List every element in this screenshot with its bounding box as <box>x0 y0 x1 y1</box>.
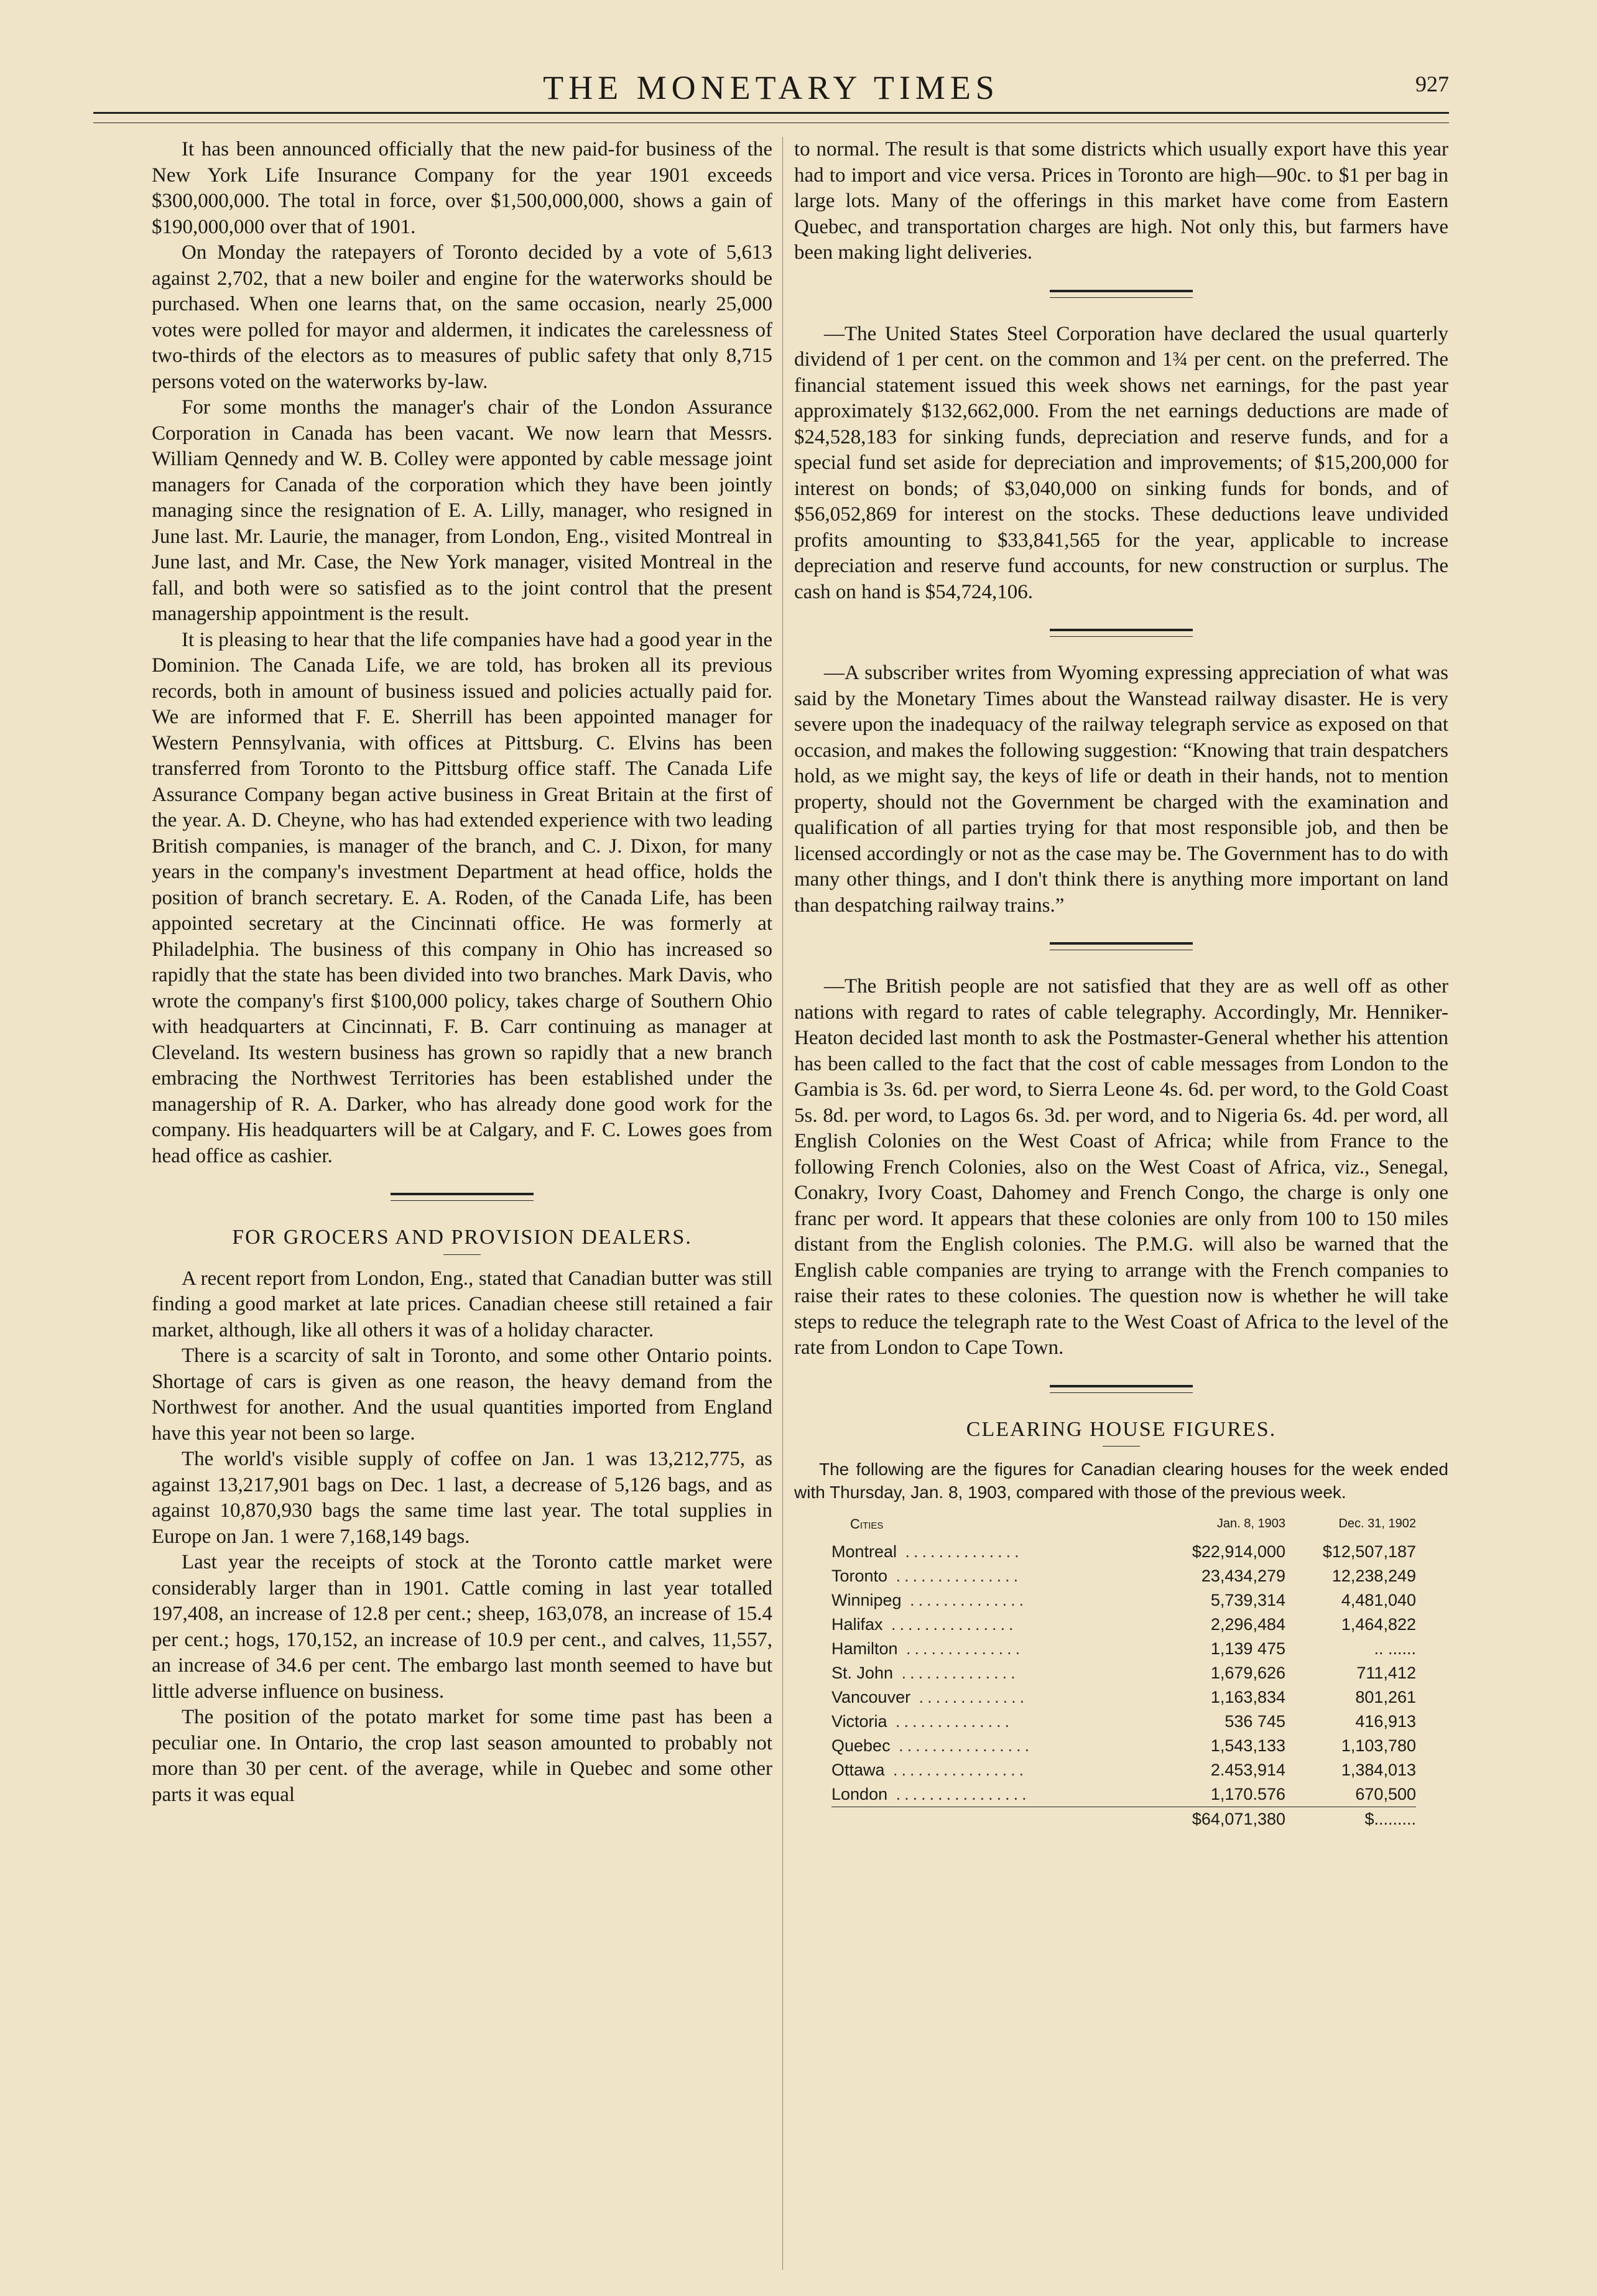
city-cell <box>831 1613 1155 1637</box>
city-cell <box>831 1734 1155 1758</box>
city-name: Quebec <box>831 1736 891 1755</box>
value-dec-31: 1,384,013 <box>1341 1760 1416 1779</box>
table-row <box>831 1758 1416 1782</box>
table-row <box>831 1734 1416 1758</box>
paragraph-us-steel: —The United States Steel Corporation have declared the usual quarterly dividend of 1 per cent. on the common and 1¾ per cent. on the preferred. The financial statement issued this week shows net earnings, for the past year approximately $132,662,000. From the net earnings deductions are made of $24,528,183 for sinking funds, depreciation and reserve funds, and for a special fund set aside for depreciation and improvements; of $15,200,000 for interest on bonds; of $3,040,000 on sinking funds for bonds, and of $56,052,869 for interest on the stocks. These deductions leave undivided profits amounting to $33,841,565 for the year, applicable to increase depreciation and reserve fund accounts, for new construction or surplus. The cash on hand is $54,724,106. <box>794 322 1448 603</box>
table-row <box>831 1588 1416 1613</box>
table-row <box>831 1661 1416 1685</box>
paragraph-potato-continued: to normal. The result is that some districts which usually export have this year had to import and vice versa. Prices in Toronto are high—90c. to $1 per bag in large lots. Many of the offerings in this market have come from Eastern Quebec, and transportation charges are high. Not only this, but farmers have been making light deliveries. <box>794 138 1448 264</box>
city-name: Victoria <box>831 1711 887 1731</box>
city-cell <box>831 1540 1155 1564</box>
paragraph-wyoming-subscriber: —A subscriber writes from Wyoming expressing appreciation of what was said by the Monetary Times about the Wanstead railway disaster. He is very severe upon the inadequacy of the railway telegraph service as exposed on that occasion, and makes the following suggestion: “Knowing that train despatchers hold, as we might say, the keys of life or death in their hands, not to mention property, should not the Government be charged with the examination and qualification of all parties trying for that most responsible job, and then be licensed accordingly or not as the case may be. The Government has to do with many other things, and I don't think there is anything more important on land than despatching railway trains.” <box>794 662 1448 917</box>
section-separator <box>391 1193 534 1201</box>
city-cell <box>831 1588 1155 1613</box>
paragraph-toronto-waterworks: On Monday the ratepayers of Toronto decided by a vote of 5,613 against 2,702, that a new boiler and engine for the waterworks should be purchased. When one learns that, on the same occasion, nearly 25,000 votes were polled for mayor and aldermen, it indicates the carelessness of two-thirds of the electors as to measures of public safety that only 8,715 persons voted on the waterworks by-law. <box>152 241 772 393</box>
value-dec-31: 416,913 <box>1355 1711 1416 1731</box>
table-header-row <box>831 1511 1416 1540</box>
paragraph-butter-cheese: A recent report from London, Eng., stated that Canadian butter was still finding a good market at late prices. Canadian cheese still retained a fair market, although, like all others it was of a holiday character. <box>152 1267 772 1341</box>
value-jan-8: 1,170.576 <box>1210 1784 1285 1803</box>
value-dec-31: .. ...... <box>1374 1639 1416 1658</box>
value-jan-8: 2,296,484 <box>1210 1614 1285 1634</box>
city-cell <box>831 1685 1155 1710</box>
city-cell <box>831 1661 1155 1685</box>
dot-leader: ............... <box>887 1566 1022 1585</box>
value-jan-8: 1,163,834 <box>1210 1687 1285 1706</box>
paragraph-new-york-life: It has been announced officially that the new paid-for business of the New York Life Insurance Company for the year 1901 exceeds $300,000,000. The total in force, over $1,500,000,000, shows a gain of $190,000,000 over that of 1901. <box>152 138 772 238</box>
dot-leader: ............... <box>882 1614 1017 1634</box>
value-jan-8: 23,434,279 <box>1201 1566 1285 1585</box>
value-jan-8: 1,139 475 <box>1210 1639 1285 1658</box>
value-jan-8: 2.453,914 <box>1210 1760 1285 1779</box>
value-dec-31: 670,500 <box>1355 1784 1416 1803</box>
value-dec-31: 4,481,040 <box>1341 1590 1416 1609</box>
city-name: Winnipeg <box>831 1590 902 1609</box>
value-dec-31: 1,464,822 <box>1341 1614 1416 1634</box>
paragraph-potato: The position of the potato market for some time past has been a peculiar one. In Ontario, the crop last season amounted to probably not more than 30 per cent. of the average, while in Quebec and some other parts it was equal <box>152 1706 772 1806</box>
city-name: Ottawa <box>831 1760 885 1779</box>
right-column <box>794 137 1448 1831</box>
paragraph-coffee: The world's visible supply of coffee on Jan. 1 was 13,212,775, as against 13,217,901 bags on Dec. 1 last, a decrease of 5,126 bags, and as against 10,870,930 bags the same time last year. The total supplies in Europe on Jan. 1 were 7,168,149 bags. <box>152 1448 772 1548</box>
page-number: 927 <box>1415 72 1449 96</box>
section-separator <box>1050 1385 1193 1393</box>
clearing-heading: CLEARING HOUSE FIGURES. <box>966 1417 1277 1441</box>
dot-leader: ................ <box>884 1760 1028 1779</box>
table-row <box>831 1564 1416 1588</box>
dot-leader: .............. <box>897 1542 1023 1561</box>
paragraph-london-assurance: For some months the manager's chair of the London Assurance Corporation in Canada has been vacant. We now learn that Messrs. William Qennedy and W. B. Colley were apponted by cable message joint managers for Canada of the corporation which they have been jointly managing since the resignation of E. A. Lilly, manager, who resigned in June last. Mr. Laurie, the manager, from London, Eng., visited Montreal in June last, and Mr. Case, the New York manager, visited Montreal in the fall, and both were so satisfied as to the joint control that the present managership appointment is the result. <box>152 396 772 625</box>
dot-leader: .............. <box>897 1639 1024 1658</box>
city-name: Vancouver <box>831 1687 911 1706</box>
value-jan-8: 536 745 <box>1224 1711 1285 1731</box>
header-rule <box>93 112 1449 123</box>
table-row <box>831 1637 1416 1661</box>
city-cell <box>831 1564 1155 1588</box>
table-row <box>831 1782 1416 1807</box>
value-dec-31: 711,412 <box>1356 1663 1416 1682</box>
value-jan-8: 1,679,626 <box>1210 1663 1285 1682</box>
city-name: Hamilton <box>831 1639 898 1658</box>
column-header-cities: Cities <box>850 1516 884 1532</box>
total-label-cell <box>831 1807 1155 1831</box>
grocers-heading: FOR GROCERS AND PROVISION DEALERS. <box>232 1226 692 1249</box>
dot-leader: ............. <box>910 1687 1029 1706</box>
city-cell <box>831 1637 1155 1661</box>
total-row <box>831 1807 1416 1831</box>
paragraph-canada-life: It is pleasing to hear that the life companies have had a good year in the Dominion. The Canada Life, we are told, has broken all its previous records, both in amount of business issued and policies actually paid for. We are informed that F. E. Sherrill has been appointed manager for Western Pennsylvania, with offices at Pittsburg. C. Elvins has been transferred from Toronto to the Pittsburg office staff. The Canada Life Assurance Company began active business in Great Britain at the first of the year. A. D. Cheyne, who has had extended experience with two leading British companies, is manager of the branch, and C. J. Dixon, for many years in the company's investment Department at head office, holds the position of branch secretary. E. A. Roden, of the Canada Life, has been appointed secretary at the Cincinnati office. He was formerly at Philadelphia. The business of this company in Ohio has increased so rapidly that the state has been divided into two branches. Mark Davis, who wrote the company's first $100,000 policy, takes charge of Southern Ohio with headquarters at Cincinnati, F. B. Carr continuing as manager at Cleveland. Its western business has grown so rapidly that a new branch embracing the Northwest Territories has been established under the managership of R. A. Darker, who has already done good work for the company. His headquarters will be at Calgary, and F. C. Lowes goes from head office as cashier. <box>152 628 772 1167</box>
value-jan-8: 5,739,314 <box>1210 1590 1285 1609</box>
table-row <box>831 1540 1416 1564</box>
value-jan-8: $22,914,000 <box>1192 1542 1285 1561</box>
city-name: Halifax <box>831 1614 883 1634</box>
table-row <box>831 1710 1416 1734</box>
dot-leader: ................ <box>887 1784 1030 1803</box>
value-dec-31: 12,238,249 <box>1331 1566 1416 1585</box>
table-row <box>831 1685 1416 1710</box>
section-separator <box>1050 629 1193 637</box>
value-jan-8: 1,543,133 <box>1210 1736 1285 1755</box>
city-name: Montreal <box>831 1542 897 1561</box>
dot-leader: .............. <box>887 1711 1014 1731</box>
total-dec-31: $......... <box>1285 1807 1416 1831</box>
value-dec-31: 1,103,780 <box>1341 1736 1416 1755</box>
dot-leader: .............. <box>901 1590 1028 1609</box>
clearing-house-table <box>831 1511 1416 1831</box>
paragraph-cable-rates: —The British people are not satisfied that they are as well off as other nations with regard to rates of cable telegraphy. Accordingly, Mr. Henniker-Heaton decided last month to ask the Postmaster-General whether his attention has been called to the fact that the cost of cable messages from London to the Gambia is 3s. 6d. per word, to Sierra Leone 4s. 6d. per word, to the Gold Coast 5s. 8d. per word, to Lagos 6s. 3d. per word, and to Nigeria 6s. 4d. per word, all English Colonies on the West Coast of Africa; while from France to the following French Colonies, also on the West Coast of Africa, viz., Senegal, Conakry, Ivory Coast, Dahomey and French Congo, the charge is only one franc per word. It appears that these colonies are only from 100 to 150 miles distant from the English colonies. The P.M.G. will also be warned that the English cable companies are trying to arrange with the French companies to raise their rates to these colonies. The question now is whether he will take steps to reduce the telegraph rate to the West Coast of Africa to the level of the rate from London to Cape Town. <box>794 975 1448 1359</box>
total-jan-8: $64,071,380 <box>1155 1807 1285 1831</box>
heading-rule <box>443 1254 481 1255</box>
column-divider <box>782 137 783 2270</box>
city-cell <box>831 1782 1155 1807</box>
city-cell <box>831 1758 1155 1782</box>
dot-leader: ................ <box>890 1736 1034 1755</box>
running-title: THE MONETARY TIMES <box>543 69 999 106</box>
city-name: Toronto <box>831 1566 888 1585</box>
paragraph-salt: There is a scarcity of salt in Toronto, and some other Ontario points. Shortage of cars is given as one reason, the heavy demand from the Northwest for another. And the usual quantities imported from England have this year not been so large. <box>152 1345 772 1445</box>
clearing-intro: The following are the figures for Canadian clearing houses for the week ended with Thursday, Jan. 8, 1903, compared with those of the previous week. <box>794 1460 1448 1502</box>
left-column <box>152 137 772 1808</box>
city-cell <box>831 1710 1155 1734</box>
section-separator <box>1050 290 1193 298</box>
column-header-jan-8: Jan. 8, 1903 <box>1216 1517 1285 1530</box>
city-name: St. John <box>831 1663 894 1682</box>
value-dec-31: 801,261 <box>1355 1687 1416 1706</box>
table-row <box>831 1613 1416 1637</box>
paragraph-cattle: Last year the receipts of stock at the Toronto cattle market were considerably larger than in 1901. Cattle coming in last year totalled 197,408, an increase of 12.8 per cent.; sheep, 163,078, an increase of 15.4 per cent.; hogs, 170,152, an increase of 10.9 per cent., and calves, 11,557, an increase of 34.6 per cent. The embargo last month seemed to have but little adverse influence on business. <box>152 1551 772 1703</box>
heading-rule <box>1103 1446 1140 1447</box>
city-name: London <box>831 1784 888 1803</box>
page-header <box>93 68 1449 106</box>
dot-leader: .............. <box>893 1663 1019 1682</box>
value-dec-31: $12,507,187 <box>1322 1542 1416 1561</box>
section-separator <box>1050 942 1193 950</box>
column-header-dec-31: Dec. 31, 1902 <box>1338 1517 1416 1530</box>
